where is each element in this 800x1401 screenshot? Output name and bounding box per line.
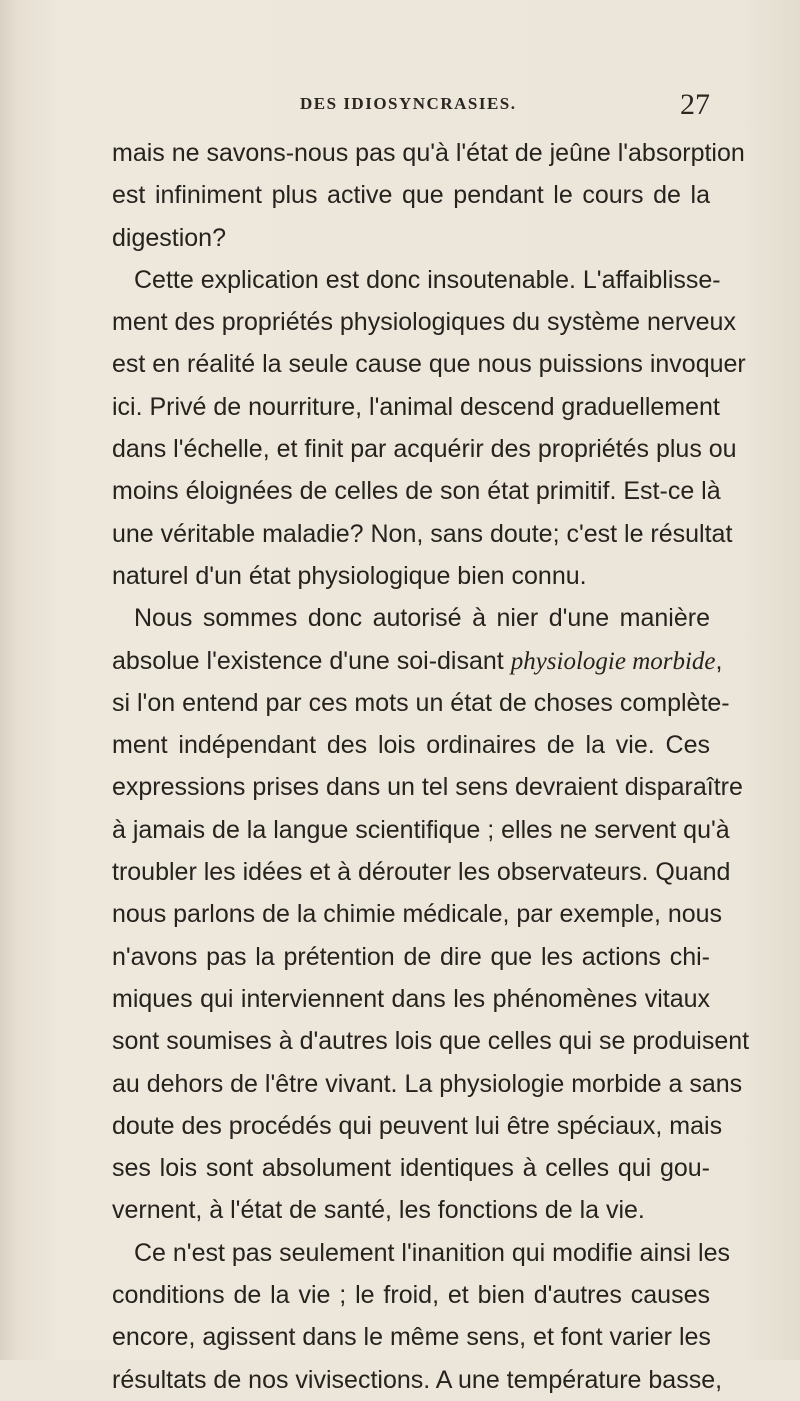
text-line: est en réalité la seule cause que nous puissions invoquer [112,350,746,379]
text-line: mais ne savons-nous pas qu'à l'état de jeûne l'absorption [112,139,745,167]
text-line: miques qui interviennent dans les phénomènes vitaux [112,984,710,1013]
italic-phrase: physiologie morbide [510,647,716,675]
text-line: est infiniment plus active que pendant le cours de la [112,181,710,210]
text-line: vernent, à l'état de santé, les fonctions de la vie. [112,1196,645,1225]
text-line: expressions prises dans un tel sens devraient disparaître [112,773,743,802]
text-line: naturel d'un état physiologique bien connu. [112,561,587,590]
text-line: dans l'échelle, et finit par acquérir des propriétés plus ou [112,435,737,464]
text-line: résultats de nos vivisections. A une température basse, [112,1365,723,1394]
text-line: sont soumises à d'autres lois que celles qui se produisent [112,1027,750,1056]
page-number: 27 [680,88,710,121]
paragraph-first-line: Nous sommes donc autorisé à nier d'une manière [134,604,710,633]
text-line: une véritable maladie? Non, sans doute; c'est le résultat [112,519,733,548]
body-text [112,132,750,1401]
text-line: n'avons pas la prétention de dire que les actions chi- [112,942,710,971]
text-line: si l'on entend par ces mots un état de choses complète- [112,688,730,717]
text-line: ici. Privé de nourriture, l'animal descend graduellement [112,392,720,421]
text-segment: , [715,646,723,675]
text-line: au dehors de l'être vivant. La physiologie morbide a sans [112,1069,743,1098]
text-line: moins éloignées de celles de son état primitif. Est-ce là [112,477,721,506]
text-line: ses lois sont absolument identiques à celles qui gou- [112,1154,710,1183]
page-header [110,88,710,128]
text-line: digestion? [112,223,226,252]
text-line: conditions de la vie ; le froid, et bien d'autres causes [112,1281,710,1310]
text-segment: absolue l'existence d'une soi-disant [112,646,511,675]
paragraph-first-line: Cette explication est donc insoutenable. L'affaiblisse- [134,265,721,294]
text-line-with-italic [112,640,723,682]
text-line: à jamais de la langue scientifique ; elles ne servent qu'à [112,815,730,844]
text-line: doute des procédés qui peuvent lui être spéciaux, mais [112,1111,723,1140]
text-line: troubler les idées et à dérouter les observateurs. Quand [112,858,731,887]
paragraph-first-line: Ce n'est pas seulement l'inanition qui modifie ainsi les [134,1238,730,1267]
text-line: ment indépendant des lois ordinaires de la vie. Ces [112,731,710,760]
running-head: DES IDIOSYNCRASIES. [300,94,517,113]
text-line: nous parlons de la chimie médicale, par exemple, nous [112,900,723,929]
text-line: ment des propriétés physiologiques du système nerveux [112,308,736,337]
text-line: encore, agissent dans le même sens, et font varier les [112,1323,711,1352]
